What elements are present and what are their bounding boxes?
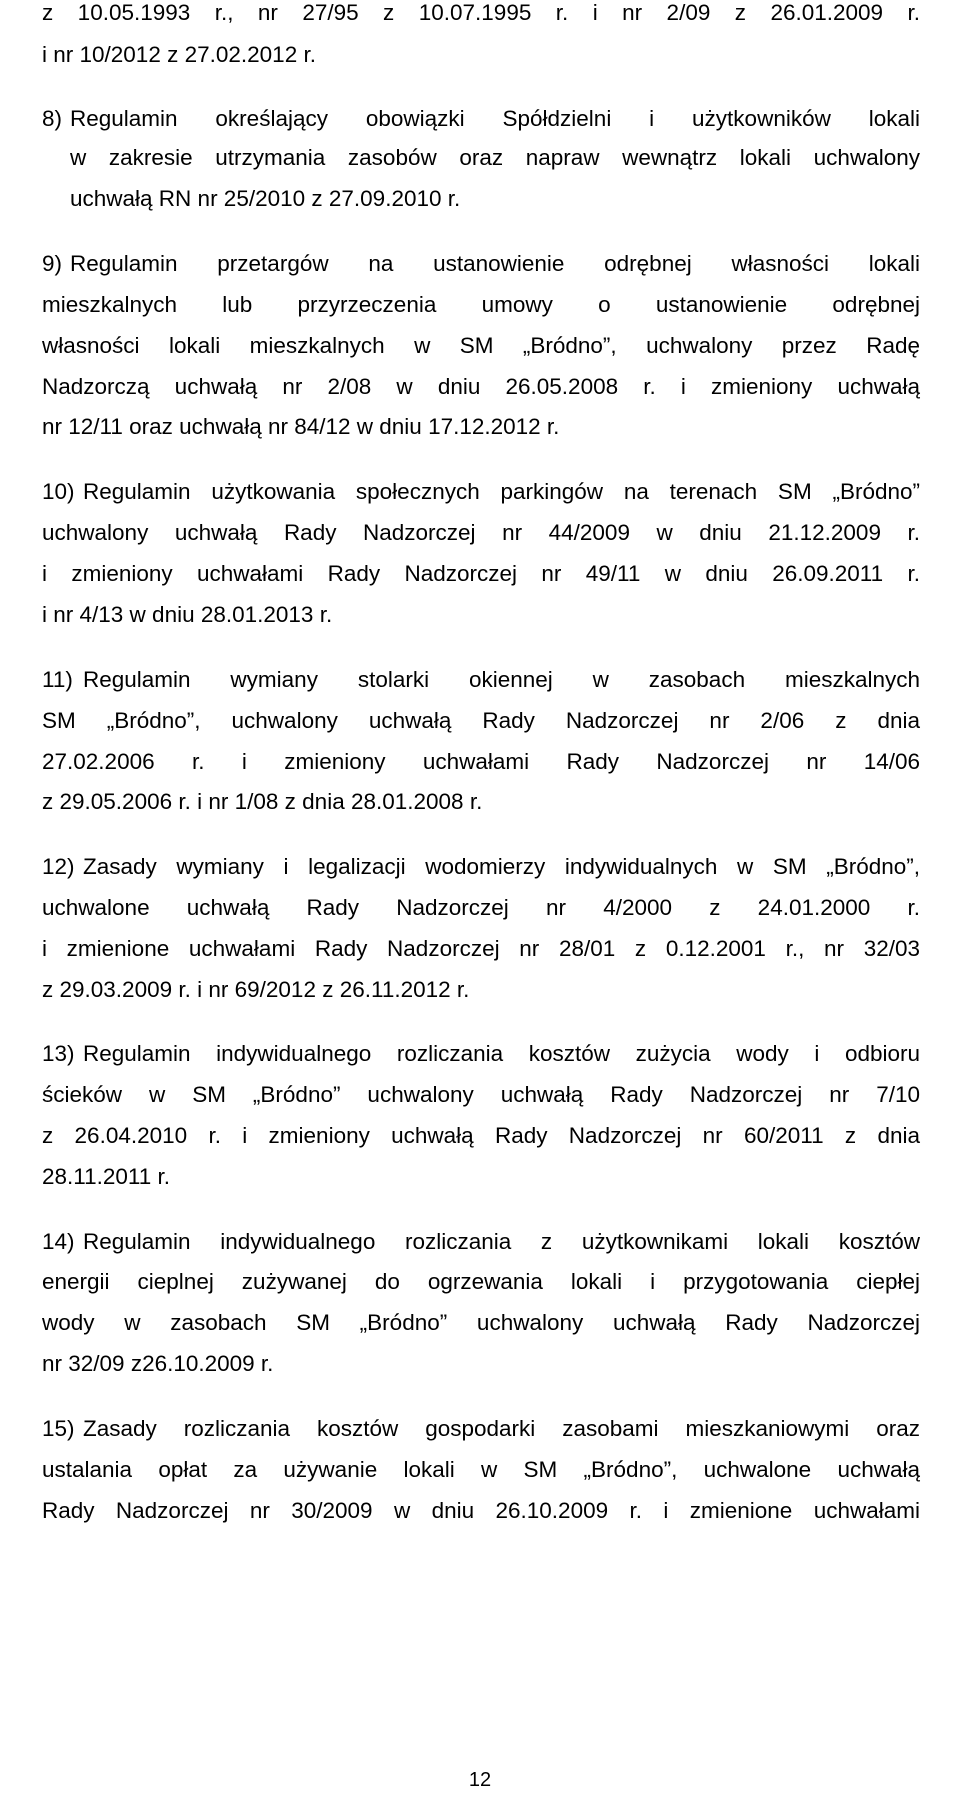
item-11-line-4: z 29.05.2006 r. i nr 1/08 z dnia 28.01.2008 r. <box>42 789 483 814</box>
item-15-line-1: Zasady rozliczania kosztów gospodarki zasobami mieszkaniowymi oraz <box>83 1416 920 1441</box>
item-9-line-3: własności lokali mieszkalnych w SM „Bródno”, uchwalony przez Radę <box>42 333 920 358</box>
item-13-line-1: Regulamin indywidualnego rozliczania kosztów zużycia wody i odbioru <box>83 1041 920 1066</box>
item-11-line-2: SM „Bródno”, uchwalony uchwałą Rady Nadzorczej nr 2/06 z dnia <box>42 708 920 733</box>
item-10-line-1: Regulamin użytkowania społecznych parkingów na terenach SM „Bródno” <box>83 479 920 504</box>
intro-line-1: z 10.05.1993 r., nr 27/95 z 10.07.1995 r. i nr 2/09 z 26.01.2009 r. <box>42 0 920 25</box>
item-11-line-1: Regulamin wymiany stolarki okiennej w zasobach mieszkalnych <box>83 667 920 692</box>
item-13-line-3: z 26.04.2010 r. i zmieniony uchwałą Rady Nadzorczej nr 60/2011 z dnia <box>42 1123 920 1148</box>
item-15-number: 15) <box>42 1416 75 1441</box>
item-13-line-2: ścieków w SM „Bródno” uchwalony uchwałą Rady Nadzorczej nr 7/10 <box>42 1082 920 1107</box>
item-10-line-2: uchwalony uchwałą Rady Nadzorczej nr 44/2009 w dniu 21.12.2009 r. <box>42 520 920 545</box>
intro-line-2: i nr 10/2012 z 27.02.2012 r. <box>42 42 316 67</box>
page-number: 12 <box>468 1769 492 1791</box>
item-9-line-5: nr 12/11 oraz uchwałą nr 84/12 w dniu 17.12.2012 r. <box>42 414 560 439</box>
item-10-number: 10) <box>42 479 75 504</box>
item-11-number: 11) <box>42 667 73 692</box>
item-11-line-3: 27.02.2006 r. i zmieniony uchwałami Rady Nadzorczej nr 14/06 <box>42 749 920 774</box>
item-14-line-3: wody w zasobach SM „Bródno” uchwalony uchwałą Rady Nadzorczej <box>42 1310 920 1335</box>
item-8-line-2: w zakresie utrzymania zasobów oraz napraw wewnątrz lokali uchwalony <box>70 145 920 170</box>
item-8-line-1: Regulamin określający obowiązki Spółdzielni i użytkowników lokali <box>70 106 920 131</box>
item-12-number: 12) <box>42 854 75 879</box>
item-8-number: 8) <box>42 106 63 131</box>
item-9-line-1: Regulamin przetargów na ustanowienie odrębnej własności lokali <box>70 251 920 276</box>
item-15-line-3: Rady Nadzorczej nr 30/2009 w dniu 26.10.2009 r. i zmienione uchwałami <box>42 1498 920 1523</box>
item-14-line-1: Regulamin indywidualnego rozliczania z użytkownikami lokali kosztów <box>83 1229 920 1254</box>
item-9-line-2: mieszkalnych lub przyrzeczenia umowy o ustanowienie odrębnej <box>42 292 920 317</box>
item-15-line-2: ustalania opłat za używanie lokali w SM „Bródno”, uchwalone uchwałą <box>42 1457 920 1482</box>
item-13-line-4: 28.11.2011 r. <box>42 1164 171 1189</box>
item-9-number: 9) <box>42 251 63 276</box>
item-10-line-4: i nr 4/13 w dniu 28.01.2013 r. <box>42 602 333 627</box>
item-12-line-1: Zasady wymiany i legalizacji wodomierzy indywidualnych w SM „Bródno”, <box>83 854 920 879</box>
item-10-line-3: i zmieniony uchwałami Rady Nadzorczej nr 49/11 w dniu 26.09.2011 r. <box>42 561 920 586</box>
item-14-line-4: nr 32/09 z26.10.2009 r. <box>42 1351 274 1376</box>
item-14-line-2: energii cieplnej zużywanej do ogrzewania lokali i przygotowania ciepłej <box>42 1269 920 1294</box>
item-14-number: 14) <box>42 1229 75 1254</box>
item-12-line-4: z 29.03.2009 r. i nr 69/2012 z 26.11.2012 r. <box>42 977 470 1002</box>
item-8-line-3: uchwałą RN nr 25/2010 z 27.09.2010 r. <box>70 186 461 211</box>
item-12-line-2: uchwalone uchwałą Rady Nadzorczej nr 4/2000 z 24.01.2000 r. <box>42 895 920 920</box>
item-13-number: 13) <box>42 1041 75 1066</box>
item-12-line-3: i zmienione uchwałami Rady Nadzorczej nr 28/01 z 0.12.2001 r., nr 32/03 <box>42 936 920 961</box>
item-9-line-4: Nadzorczą uchwałą nr 2/08 w dniu 26.05.2008 r. i zmieniony uchwałą <box>42 374 920 399</box>
